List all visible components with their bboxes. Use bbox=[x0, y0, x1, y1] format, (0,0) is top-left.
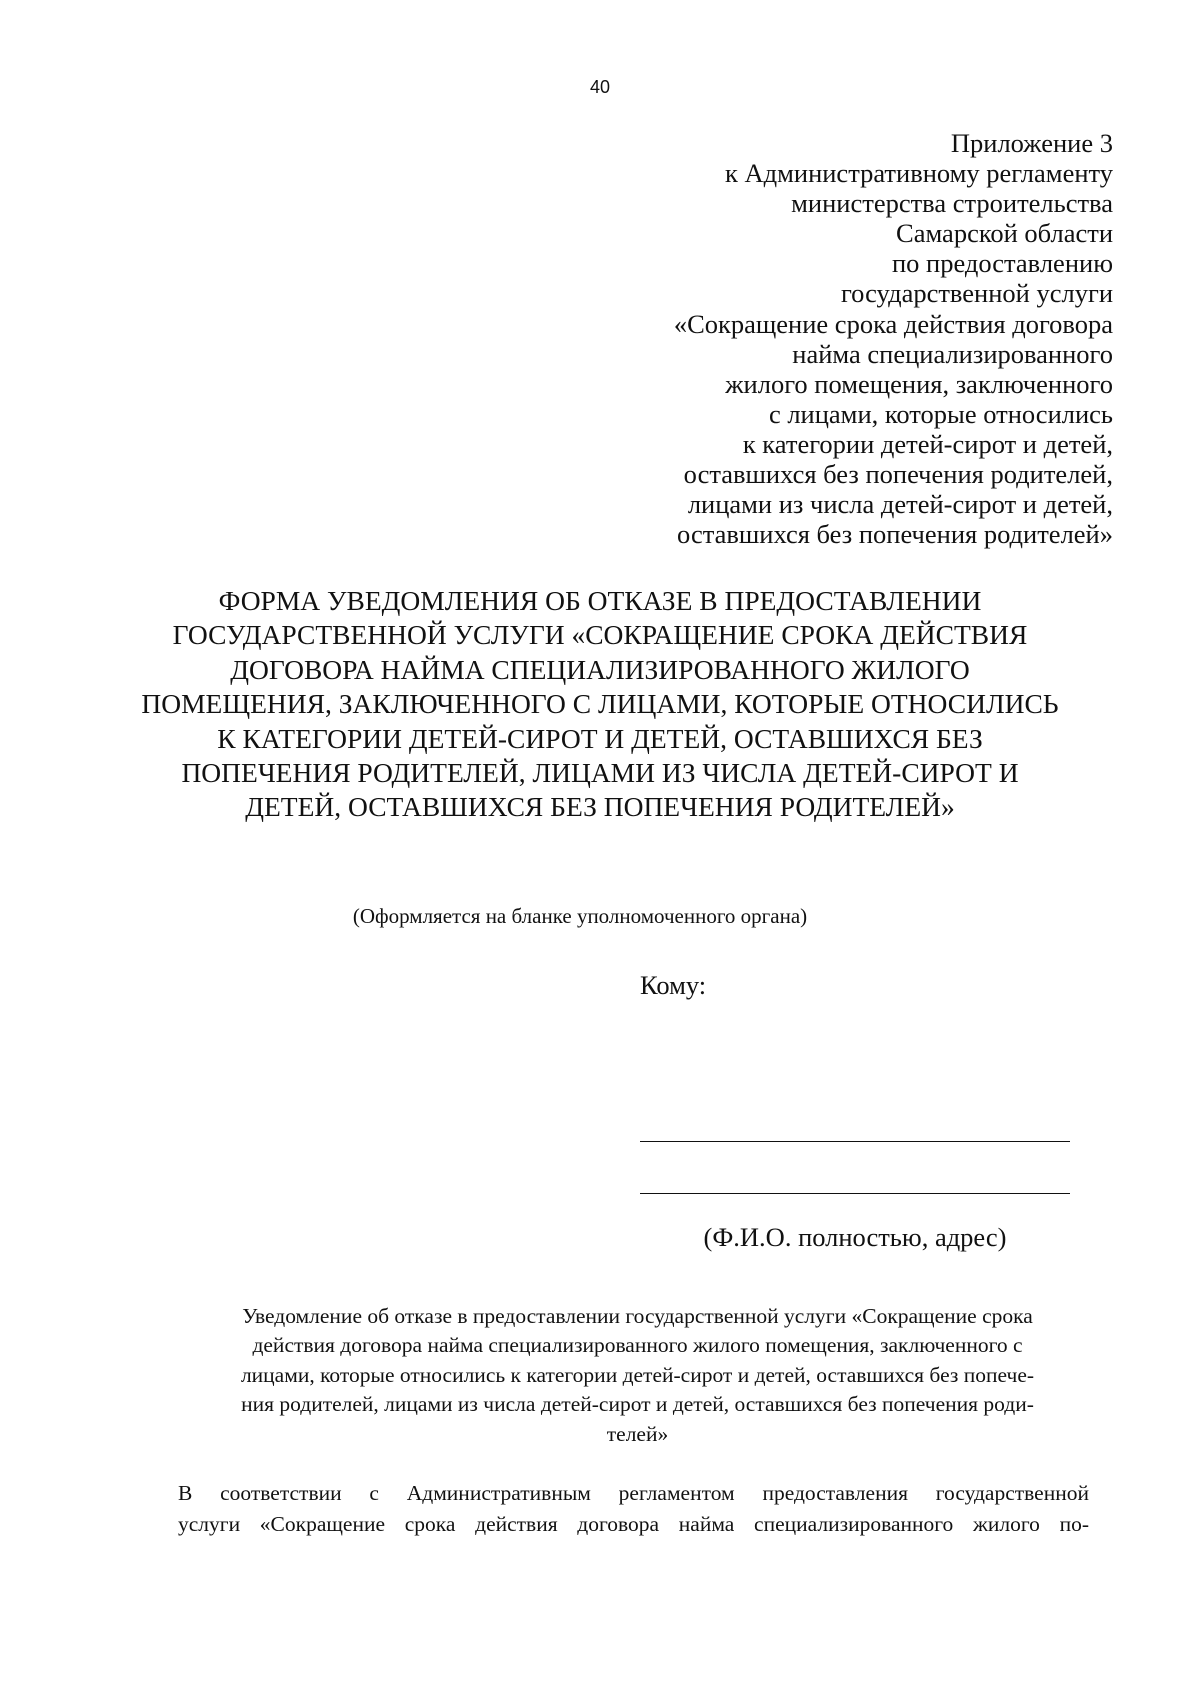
notice-line: ния родителей, лицами из числа детей-сирот и детей, оставшихся без попечения роди- bbox=[241, 1392, 1034, 1417]
body-paragraph bbox=[178, 1478, 1089, 1540]
appendix-line: лицами из числа детей-сирот и детей, bbox=[687, 489, 1113, 520]
appendix-line: оставшихся без попечения родителей» bbox=[677, 519, 1113, 550]
notice-line: действия договора найма специализированного жилого помещения, заключенного с bbox=[252, 1333, 1023, 1358]
appendix-line: по предоставлению bbox=[891, 248, 1113, 279]
appendix-line: жилого помещения, заключенного bbox=[725, 368, 1113, 399]
appendix-header bbox=[493, 128, 1113, 549]
form-title-line: ПОПЕЧЕНИЯ РОДИТЕЛЕЙ, ЛИЦАМИ ИЗ ЧИСЛА ДЕТЕЙ-СИРОТ И bbox=[181, 757, 1019, 789]
form-title-line: ФОРМА УВЕДОМЛЕНИЯ ОБ ОТКАЗЕ В ПРЕДОСТАВЛЕНИИ bbox=[218, 585, 982, 616]
form-title-line: К КАТЕГОРИИ ДЕТЕЙ-СИРОТ И ДЕТЕЙ, ОСТАВШИХСЯ БЕЗ bbox=[217, 722, 983, 754]
appendix-line: министерства строительства bbox=[791, 188, 1113, 219]
form-title bbox=[100, 584, 1100, 825]
appendix-line: с лицами, которые относились bbox=[768, 398, 1113, 429]
appendix-line: к Административному регламенту bbox=[725, 158, 1113, 189]
appendix-line: найма специализированного bbox=[792, 338, 1113, 369]
appendix-line: «Сокращение срока действия договора bbox=[673, 308, 1113, 339]
recipient-address-line bbox=[640, 1193, 1070, 1194]
body-line: услуги «Сокращение срока действия договора найма специализированного жилого по- bbox=[178, 1512, 1089, 1536]
body-line: В соответствии с Административным регламентом предоставления государственной bbox=[178, 1481, 1089, 1505]
form-title-line: ГОСУДАРСТВЕННОЙ УСЛУГИ «СОКРАЩЕНИЕ СРОКА ДЕЙСТВИЯ bbox=[172, 619, 1028, 651]
notice-line: Уведомление об отказе в предоставлении государственной услуги «Сокращение срока bbox=[242, 1304, 1033, 1328]
recipient-label: Кому: bbox=[640, 970, 707, 1000]
appendix-line: Приложение 3 bbox=[950, 128, 1113, 158]
form-title-line: ПОМЕЩЕНИЯ, ЗАКЛЮЧЕННОГО С ЛИЦАМИ, КОТОРЫЕ ОТНОСИЛИСЬ bbox=[141, 688, 1059, 720]
recipient-caption: (Ф.И.О. полностью, адрес) bbox=[703, 1222, 1007, 1252]
appendix-line: Самарской области bbox=[896, 218, 1113, 249]
blank-note: (Оформляется на бланке уполномоченного органа) bbox=[352, 904, 808, 928]
notice-line: телей» bbox=[606, 1421, 669, 1446]
notice-line: лицами, которые относились к категории детей-сирот и детей, оставшихся без попече- bbox=[240, 1362, 1035, 1387]
appendix-line: оставшихся без попечения родителей, bbox=[683, 459, 1113, 490]
form-title-line: ДОГОВОРА НАЙМА СПЕЦИАЛИЗИРОВАННОГО ЖИЛОГО bbox=[230, 653, 970, 685]
appendix-line: государственной услуги bbox=[840, 278, 1113, 309]
page-number: 40 bbox=[589, 77, 611, 97]
appendix-line: к категории детей-сирот и детей, bbox=[742, 428, 1113, 459]
form-title-line: ДЕТЕЙ, ОСТАВШИХСЯ БЕЗ ПОПЕЧЕНИЯ РОДИТЕЛЕЙ» bbox=[245, 791, 955, 823]
recipient-name-line bbox=[640, 1141, 1070, 1142]
notice-heading bbox=[165, 1302, 1110, 1449]
